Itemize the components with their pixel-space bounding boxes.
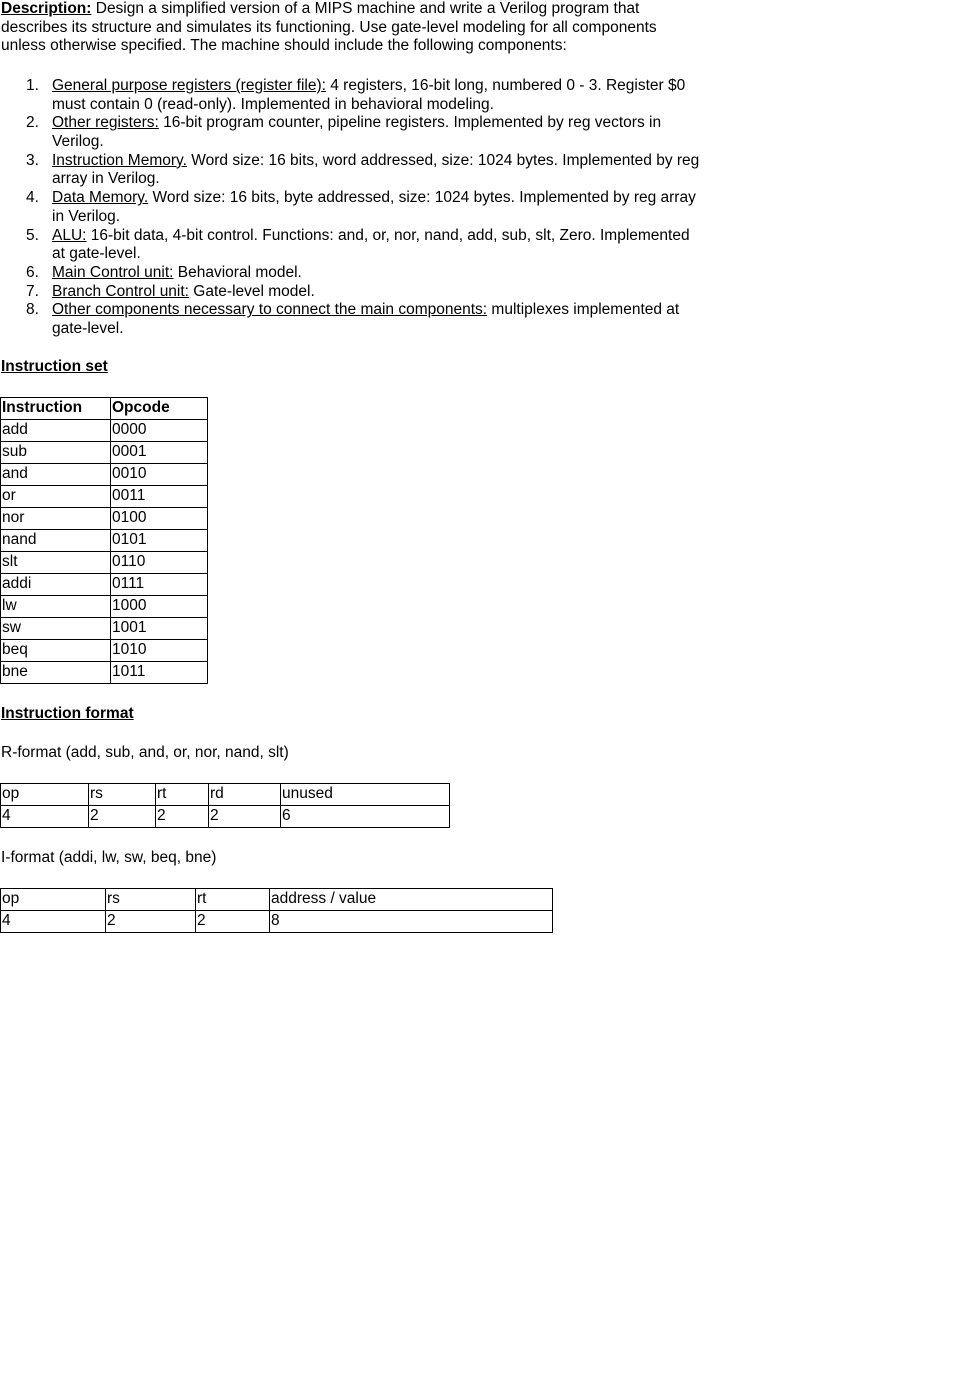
opcode-cell: 0111 (111, 574, 208, 596)
instruction-cell: addi (1, 574, 111, 596)
item-text: Word size: 16 bits, byte addressed, size: 1024 bytes. Implemented by reg array in Verilog. (52, 189, 696, 225)
opcode-cell: 1000 (111, 596, 208, 618)
table-row (1, 552, 208, 574)
instruction-cell: slt (1, 552, 111, 574)
instruction-set-heading: Instruction set (1, 358, 108, 375)
item-title: Main Control unit: (52, 263, 174, 281)
opcode-cell: 0110 (111, 552, 208, 574)
bits-cell: 8 (270, 911, 553, 933)
table-row (1, 596, 208, 618)
bits-cell: 2 (106, 911, 196, 933)
item-title: Other registers: (52, 114, 159, 132)
item-number: 5. (26, 226, 39, 244)
bits-cell: 2 (196, 911, 270, 933)
column-header-opcode: Opcode (111, 398, 208, 420)
list-item (0, 264, 700, 283)
list-item (0, 301, 700, 338)
field-cell: rt (196, 889, 270, 911)
item-number: 7. (26, 282, 39, 300)
opcode-cell: 0010 (111, 464, 208, 486)
table-row (1, 889, 553, 911)
i-format-table (0, 888, 553, 933)
item-title: Other components necessary to connect the main components: (52, 301, 488, 319)
instruction-cell: nor (1, 508, 111, 530)
opcode-cell: 0011 (111, 486, 208, 508)
opcode-cell: 1001 (111, 618, 208, 640)
table-row (1, 464, 208, 486)
instruction-cell: sw (1, 618, 111, 640)
field-cell: rt (156, 784, 209, 806)
field-cell: op (1, 889, 106, 911)
i-format-caption: I-format (addi, lw, sw, beq, bne) (1, 849, 217, 866)
bits-cell: 2 (156, 806, 209, 828)
table-row (1, 574, 208, 596)
opcode-cell: 1011 (111, 662, 208, 684)
instruction-cell: lw (1, 596, 111, 618)
instruction-cell: and (1, 464, 111, 486)
opcode-cell: 0000 (111, 420, 208, 442)
field-cell: unused (281, 784, 450, 806)
item-number: 2. (26, 114, 39, 132)
table-row (1, 420, 208, 442)
item-number: 3. (26, 151, 39, 169)
item-text: Gate-level model. (189, 282, 315, 300)
opcode-table (0, 397, 208, 684)
list-item (0, 114, 700, 151)
bits-cell: 2 (209, 806, 281, 828)
item-text: 16-bit data, 4-bit control. Functions: and, or, nor, nand, add, sub, slt, Zero. Implemented at gate-level. (52, 226, 690, 263)
instruction-cell: bne (1, 662, 111, 684)
item-title: General purpose registers (register file): (52, 77, 326, 94)
instruction-cell: or (1, 486, 111, 508)
list-item (0, 77, 700, 114)
r-format-table (0, 783, 450, 828)
description-label: Description: (1, 0, 92, 17)
table-row (1, 442, 208, 464)
bits-cell: 2 (89, 806, 156, 828)
bits-cell: 6 (281, 806, 450, 828)
bits-cell: 4 (1, 806, 89, 828)
list-item (0, 283, 700, 302)
list-item (0, 227, 700, 264)
field-cell: op (1, 784, 89, 806)
table-row (1, 618, 208, 640)
table-row (1, 784, 450, 806)
field-cell: rs (106, 889, 196, 911)
r-format-caption: R-format (add, sub, and, or, nor, nand, slt) (1, 744, 289, 761)
description-text: Design a simplified version of a MIPS machine and write a Verilog program that describes its structure and simulates its functioning. Use gate-level modeling for all components unless otherwise specified. The machine should include the following components: (1, 0, 657, 55)
instruction-format-heading: Instruction format (1, 705, 134, 722)
instruction-cell: sub (1, 442, 111, 464)
item-text: 16-bit program counter, pipeline registers. Implemented by reg vectors in Verilog. (52, 114, 662, 150)
description-paragraph (1, 0, 701, 56)
instruction-cell: add (1, 420, 111, 442)
field-cell: address / value (270, 889, 553, 911)
field-cell: rd (209, 784, 281, 806)
opcode-cell: 0100 (111, 508, 208, 530)
list-item (0, 189, 700, 226)
item-number: 1. (26, 77, 39, 94)
item-title: Branch Control unit: (52, 282, 189, 300)
opcode-cell: 1010 (111, 640, 208, 662)
item-text: Behavioral model. (173, 263, 302, 281)
table-row (1, 508, 208, 530)
item-number: 8. (26, 301, 39, 319)
field-cell: rs (89, 784, 156, 806)
list-item (0, 152, 700, 189)
instruction-cell: nand (1, 530, 111, 552)
bits-cell: 4 (1, 911, 106, 933)
item-number: 6. (26, 263, 39, 281)
item-title: Instruction Memory. (52, 151, 187, 169)
table-row (1, 486, 208, 508)
item-text: 4 registers, 16-bit long, numbered 0 - 3. Register $0 must contain 0 (read-only). Implemented in behavioral modeling. (52, 77, 686, 113)
item-text: Word size: 16 bits, word addressed, size: 1024 bytes. Implemented by reg array in Verilog. (52, 151, 700, 188)
item-title: ALU: (52, 226, 87, 244)
item-number: 4. (26, 189, 39, 207)
opcode-cell: 0001 (111, 442, 208, 464)
requirements-list (0, 77, 700, 339)
table-row (1, 911, 553, 933)
table-row (1, 662, 208, 684)
table-row (1, 640, 208, 662)
table-header-row (1, 398, 208, 420)
table-row (1, 530, 208, 552)
opcode-cell: 0101 (111, 530, 208, 552)
table-row (1, 806, 450, 828)
column-header-instruction: Instruction (1, 398, 111, 420)
instruction-cell: beq (1, 640, 111, 662)
item-text: multiplexes implemented at gate-level. (52, 301, 680, 338)
item-title: Data Memory. (52, 189, 149, 207)
